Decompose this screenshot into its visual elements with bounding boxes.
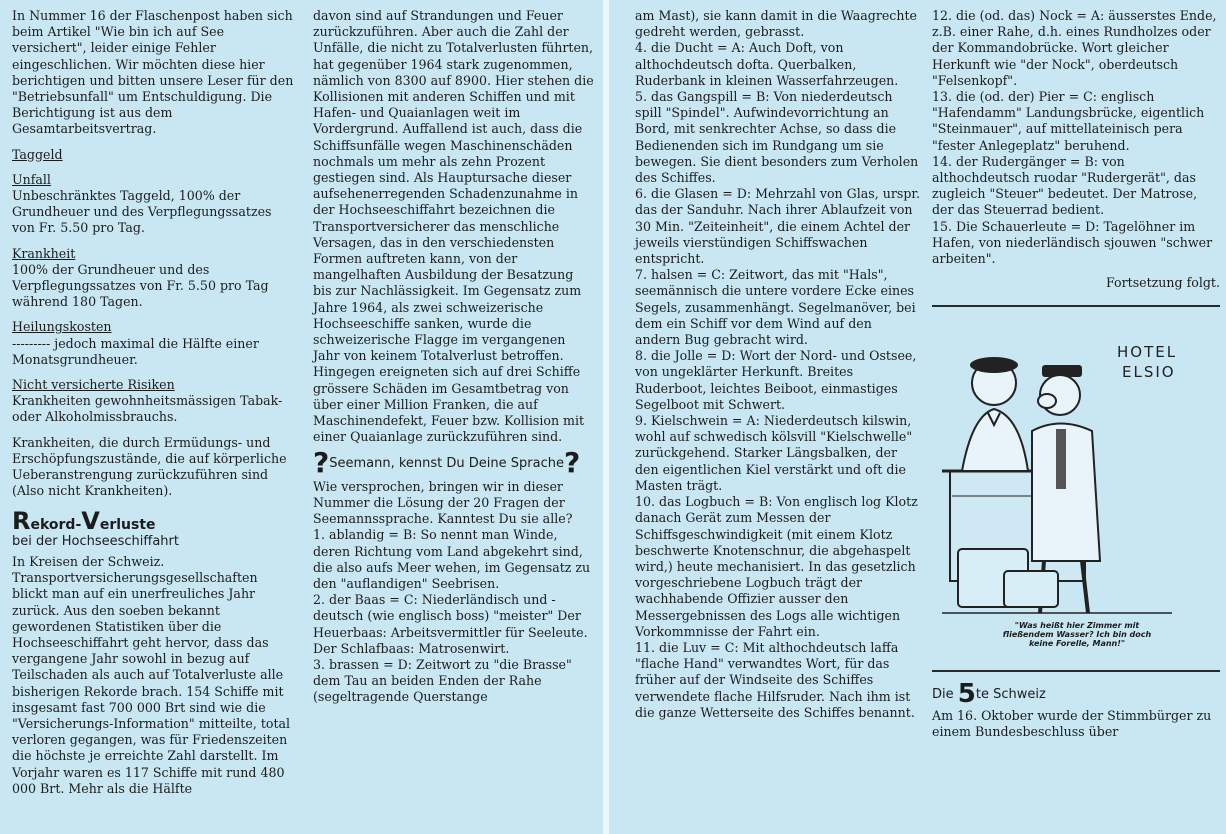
heilung-heading: Heilungskosten xyxy=(12,319,112,335)
intro-paragraph: In Nummer 16 der Flaschenpost haben sich beim Artikel "Wie bin ich auf See versichert", leider einige Fehler eingeschlichen. Wir möchten diese hier berichtigen und bitten unsere Leser für den "Betriebsunfall" um Entschuldigung. Die Berichtigung ist aus dem Gesamtarbeitsvertrag. xyxy=(12,8,294,137)
seemann-heading xyxy=(313,446,594,480)
hotel-cartoon xyxy=(932,321,1220,656)
right-page xyxy=(609,0,1226,834)
h5-number: 5 xyxy=(957,679,976,710)
receptionist-body xyxy=(962,409,1028,471)
rekord-part2: erluste xyxy=(99,517,156,534)
krankheiten-text: Krankheiten, die durch Ermüdungs- und Erschöpfungszustände, die auf körperliche Ueberanstrengung zurückzuführen sind (Also nicht Krankheiten). xyxy=(12,434,287,499)
heilung-text: --------- jedoch maximal die Hälfte einer Monatsgrundheuer. xyxy=(12,335,259,367)
unfall-heading: Unfall xyxy=(12,171,51,187)
answer-11: 11. die Luv = C: Mit althochdeutsch laffa "flache Hand" verwandtes Wort, für das früher auf der Windseite des Schiffes verwendete flache Hilfsruder. Nach ihm ist die ganze Wetterseite des Schiffes benannt. xyxy=(635,639,915,720)
column-4 xyxy=(932,8,1220,740)
sign-line-1: HOTEL xyxy=(1117,343,1178,362)
left-page xyxy=(0,0,603,834)
rekord-subheading: bei der Hochseeschiffahrt xyxy=(12,533,179,549)
cartoon-caption: "Was heißt hier Zimmer mit fließendem Wasser? Ich bin doch keine Forelle, Mann!" xyxy=(1002,621,1152,649)
fuenfte-schweiz-heading xyxy=(932,679,1220,710)
answer-10: 10. das Logbuch = B: Von englisch log Klotz danach Gerät zum Messen der Schiffsgeschwindigkeit (mit einem Klotz beschwerte Knotenschnur, die abgehaspelt wird,) heute mechanisiert. In das gesetzlich vorgeschriebene Logbuch trägt der wachhabende Offizier ausser den Messergebnissen des Logs alle wichtigen Vorkommnisse der Fahrt ein. xyxy=(635,494,918,639)
guest-nose xyxy=(1038,394,1056,408)
rekord-cap-r: R xyxy=(12,507,31,536)
rekord-continued-text: davon sind auf Strandungen und Feuer zurückzuführen. Aber auch die Zahl der Unfälle, die nicht zu Totalverlusten führten, hat gegenüber 1964 stark zugenommen, nämlich von 8300 auf 8900. Hier stehen die Kollisionen mit anderen Schiffen und mit Hafen- und Quaianlagen weit im Vordergrund. Auffallend ist auch, dass die Schiffsunfälle wegen Maschinenschäden nochmals um mehr als zehn Prozent gestiegen sind. Als Hauptursache dieser aufsehenerregenden Schadenzunahme in der Hochseeschiffahrt bezeichnen die Transportversicherer das menschliche Versagen, das in den verschiedensten Formen auftreten kann, von der mangelhaften Ausbildung der Besatzung bis zur Nachlässigkeit. Im Gegensatz zum Jahre 1964, als zwei schweizerische Hochseeschiffe sanken, wurde die schweizerische Flagge im vergangenen Jahr von keinem Totalverlust betroffen. Hingegen ereigneten sich auf drei Schiffe grössere Schäden im Gesamtbetrag von über einer Million Franken, die auf Maschinendefekt, Feuer bzw. Kollision mit einer Quaianlage zurückzuführen sind. xyxy=(313,8,594,445)
nicht-versichert-text: Krankheiten gewohnheitsmässigen Tabak- oder Alkoholmissbrauchs. xyxy=(12,393,283,425)
fuenfte-schweiz-text: Am 16. Oktober wurde der Stimmbürger zu einem Bundesbeschluss über xyxy=(932,707,1212,739)
answer-3-continued: am Mast), sie kann damit in die Waagrechte gedreht werden, gebrasst. xyxy=(635,8,917,40)
h5-suffix: te Schweiz xyxy=(975,687,1046,703)
rekord-cap-v: V xyxy=(81,507,100,536)
answer-9: 9. Kielschwein = A: Niederdeutsch kilswin, wohl auf schwedisch kölsvill "Kielschwelle" zurückgehend. Starker Längsbalken, der den eigentlichen Kiel verstärkt und oft die Masten trägt. xyxy=(635,413,913,493)
answer-8: 8. die Jolle = D: Wort der Nord- und Ostsee, von ungeklärter Herkunft. Breites Ruderboot, leichtes Beiboot, einmastiges Segelboot mit Schwert. xyxy=(635,348,917,412)
question-mark-right: ? xyxy=(564,446,581,480)
answer-3: 3. brassen = D: Zeitwort zu "die Brasse" dem Tau an beiden Enden der Rahe (segeltragende Querstange xyxy=(313,656,572,705)
sign-line-2: ELSIO xyxy=(1122,363,1176,382)
nicht-versichert-heading: Nicht versicherte Risiken xyxy=(12,377,175,393)
unfall-text: Unbeschränktes Taggeld, 100% der Grundheuer und des Verpflegungssatzes von Fr. 5.50 pro Tag. xyxy=(12,188,272,236)
answer-6: 6. die Glasen = D: Mehrzahl von Glas, urspr. das der Sanduhr. Nach ihrer Ablaufzeit von 30 Min. "Zeiteinheit", die einem Achtel der jeweils vierstündigen Schiffswachen entspricht. xyxy=(635,186,921,267)
answer-7: 7. halsen = C: Zeitwort, das mit "Hals", seemännisch die untere vordere Ecke eines Segels, zusammenhängt. Segelmanöver, bei dem ein Schiff vor dem Wind auf den andern Bug gebracht wird. xyxy=(635,267,916,348)
column-2 xyxy=(313,8,594,706)
h5-prefix: Die xyxy=(932,687,958,703)
divider-top xyxy=(932,305,1220,307)
answer-5: 5. das Gangspill = B: Von niederdeutsch spill "Spindel". Aufwindevorrichtung an Bord, mit senkrechter Achse, so dass die Bedienenden sich im Rundgang um sie bewegen. Sie dient besonders zum Verholen des Schiffes. xyxy=(635,89,919,186)
divider-bottom xyxy=(932,670,1220,672)
answer-13: 13. die (od. der) Pier = C: englisch "Hafendamm" Landungsbrücke, eigentlich "Steinmauer", auf mittellateinisch pera "fester Anlegeplatz" beruhend. xyxy=(932,89,1205,153)
taggeld-heading: Taggeld xyxy=(12,146,63,162)
rekord-text: In Kreisen der Schweiz. Transportversicherungsgesellschaften blickt man auf ein unerfreuliches Jahr zurück. Aus den soeben bekannt gewordenen Statistiken über die Hochseeschiffahrt geht hervor, dass das vergangene Jahr sowohl in bezug auf Teilschaden als auch auf Totalverluste alle bisherigen Rekorde brach. 154 Schiffe mit insgesamt fast 700 000 Brt sind wie die "Versicherungs-Information" mitteilte, total verloren gegangen, was für Friedenszeiten die höchste je erreichte Zahl darstellt. Im Vorjahr waren es 117 Schiffe mit rund 480 000 Brt. Mehr als die Hälfte xyxy=(12,553,291,796)
column-3 xyxy=(635,8,921,721)
answer-2: 2. der Baas = C: Niederländisch und -deutsch (wie englisch boss) "meister" Der Heuerbaas: Arbeitsvermittler für Seeleute. Der Schlafbaas: Matrosenwirt. xyxy=(313,592,588,656)
column-1 xyxy=(12,8,294,797)
receptionist-hair xyxy=(970,357,1018,373)
seemann-title: Seemann, kennst Du Deine Sprache xyxy=(329,456,564,472)
answer-4: 4. die Ducht = A: Auch Doft, von althochdeutsch dofta. Querbalken, Ruderbank in kleinen Wasserfahrzeugen. xyxy=(635,40,899,88)
answer-15: 15. Die Schauerleute = D: Tagelöhner im Hafen, von niederländisch sjouwen "schwer arbeiten". xyxy=(932,218,1213,267)
seemann-intro: Wie versprochen, bringen wir in dieser Nummer die Lösung der 20 Fragen der Seemannssprache. Kanntest Du sie alle? xyxy=(313,478,573,527)
answer-12: 12. die (od. das) Nock = A: äusserstes Ende, z.B. einer Rahe, d.h. eines Rundholzes oder der Kommandobrücke. Wort gleicher Herkunft wie "der Nock", oberdeutsch "Felsenkopf". xyxy=(932,8,1217,88)
guest-tie xyxy=(1056,429,1066,489)
fortsetzung-text: Fortsetzung folgt. xyxy=(1105,275,1220,291)
answer-14: 14. der Rudergänger = B: von althochdeutsch ruodar "Rudergerät", das zugleich "Steuer" bedeutet. Der Matrose, der das Steuerrad bedient. xyxy=(932,153,1198,218)
krankheit-heading: Krankheit xyxy=(12,245,76,261)
answer-1: 1. ablandig = B: So nennt man Winde, deren Richtung vom Land abgekehrt sind, die also aufs Meer wehen, im Gegensatz zu den "auflandigen" Seebrisen. xyxy=(313,527,591,591)
krankheit-text: 100% der Grundheuer und des Verpflegungssatzes von Fr. 5.50 pro Tag während 180 Tagen. xyxy=(12,261,269,310)
question-mark-left: ? xyxy=(313,446,330,480)
cartoon-illustration xyxy=(932,321,1220,656)
suitcase-small xyxy=(1004,571,1058,607)
rekord-heading xyxy=(12,507,294,536)
rekord-part1: ekord- xyxy=(30,517,82,534)
